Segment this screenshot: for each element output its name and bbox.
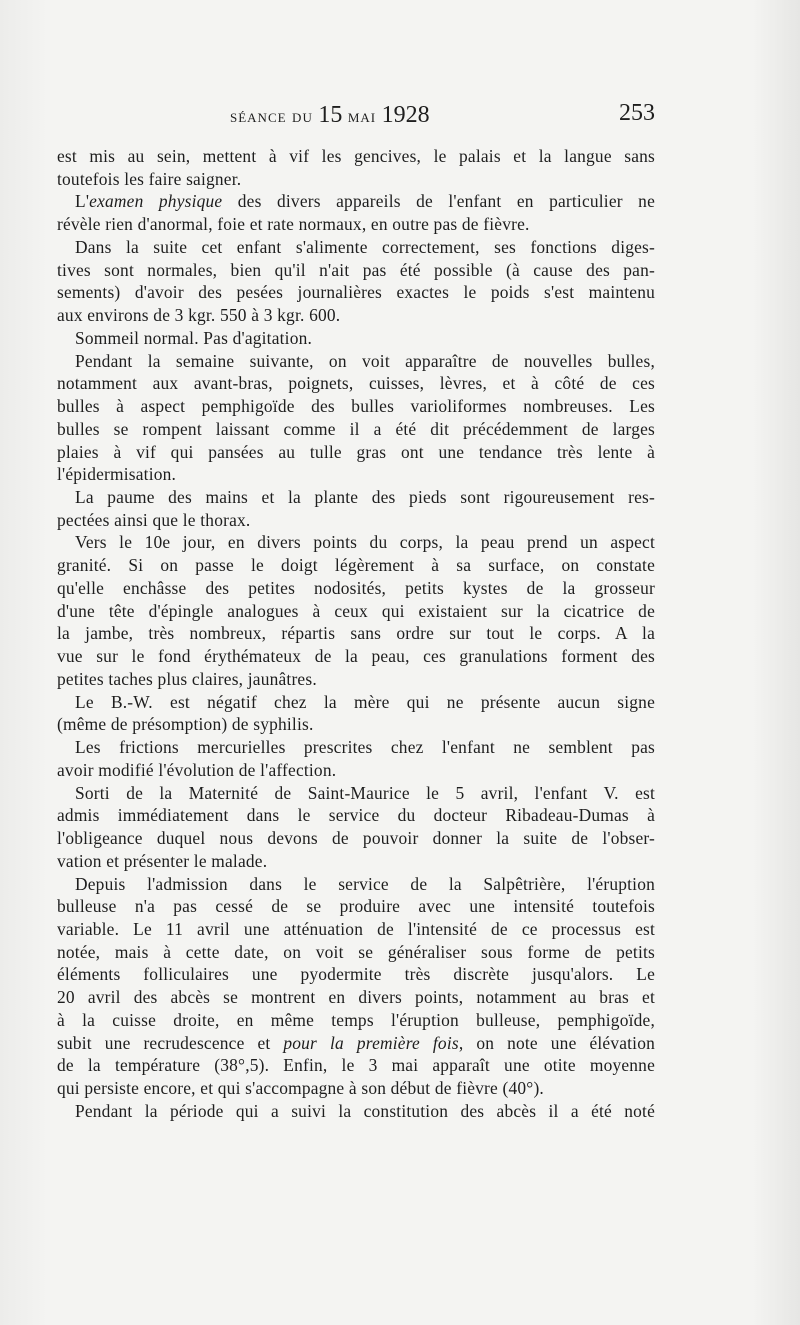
text-line: révèle rien d'anormal, foie et rate normaux, en outre pas de fièvre. <box>57 214 530 235</box>
text-line <box>57 1032 655 1055</box>
text-line: (même de présomption) de syphilis. <box>57 714 314 735</box>
running-title-day: 15 <box>318 102 343 128</box>
text-line: l'épidermisation. <box>57 464 177 485</box>
text-line: pectées ainsi que le thorax. <box>57 509 251 530</box>
text-line: 20 avril des abcès se montrent en divers points, notamment au bras et <box>57 987 655 1008</box>
text-line: petites taches plus claires, jaunâtres. <box>57 668 317 689</box>
text-line: qu'elle enchâsse des petites nodosités, petits kystes de la grosseur <box>57 577 655 598</box>
text-line: toutefois les faire saigner. <box>57 168 242 189</box>
text-line: avoir modifié l'évolution de l'affection. <box>57 759 337 780</box>
text-line: l'obligeance duquel nous devons de pouvoir donner la suite de l'obser- <box>57 828 655 849</box>
text-line: Dans la suite cet enfant s'alimente correctement, ses fonctions diges- <box>75 236 655 257</box>
italic-term: examen physique <box>89 191 223 212</box>
line-segment: des divers appareils de l'enfant en particulier ne <box>222 191 655 212</box>
text-line: granité. Si on passe le doigt légèrement à sa surface, on constate <box>57 555 655 576</box>
text-line: est mis au sein, mettent à vif les gencives, le palais et la langue sans <box>57 146 655 166</box>
running-title-prefix: séance du <box>230 106 319 126</box>
text-line: Sorti de la Maternité de Saint-Maurice le 5 avril, l'enfant V. est <box>75 782 655 803</box>
text-line: Pendant la période qui a suivi la constitution des abcès il a été noté <box>75 1100 655 1121</box>
text-line: d'une tête d'épingle analogues à ceux qui existaient sur la cicatrice de <box>57 600 655 621</box>
text-line: Pendant la semaine suivante, on voit apparaître de nouvelles bulles, <box>75 350 655 371</box>
text-line: Le B.-W. est négatif chez la mère qui ne présente aucun signe <box>75 691 655 712</box>
text-line: vue sur le fond érythémateux de la peau, ces granulations forment des <box>57 646 655 667</box>
text-line: Sommeil normal. Pas d'agitation. <box>75 327 313 348</box>
text-line: bulles se rompent laissant comme il a été dit précédemment de larges <box>57 418 655 439</box>
text-line: vation et présenter le malade. <box>57 850 268 871</box>
text-line <box>57 190 655 213</box>
running-title-year: 1928 <box>381 102 430 128</box>
text-line: de la température (38°,5). Enfin, le 3 mai apparaît une otite moyenne <box>57 1055 655 1076</box>
running-title-month: mai <box>342 106 382 126</box>
line-segment: , on note une élévation <box>458 1032 655 1053</box>
text-line: Depuis l'admission dans le service de la Salpêtrière, l'éruption <box>75 873 655 894</box>
text-line: admis immédiatement dans le service du docteur Ribadeau-Dumas à <box>57 805 655 826</box>
text-line: tives sont normales, bien qu'il n'ait pas été possible (à cause des pan- <box>57 259 655 280</box>
text-line: à la cuisse droite, en même temps l'éruption bulleuse, pemphigoïde, <box>57 1009 655 1030</box>
text-line: notée, mais à cette date, on voit se généraliser sous forme de petits <box>57 941 655 962</box>
page-number: 253 <box>619 100 655 126</box>
text-line: plaies à vif qui pansées au tulle gras ont une tendance très lente à <box>57 441 655 462</box>
line-segment: subit une recrudescence et <box>57 1032 284 1053</box>
text-line: aux environs de 3 kgr. 550 à 3 kgr. 600. <box>57 305 341 326</box>
running-title <box>230 102 430 129</box>
page-header <box>230 96 655 130</box>
text-line: bulles à aspect pemphigoïde des bulles varioliformes nombreuses. Les <box>57 396 655 417</box>
body-text <box>57 145 655 1123</box>
text-line: notamment aux avant-bras, poignets, cuisses, lèvres, et à côté de ces <box>57 373 655 394</box>
text-line: La paume des mains et la plante des pieds sont rigoureusement res- <box>75 487 655 508</box>
text-line: sements) d'avoir des pesées journalières exactes le poids s'est maintenu <box>57 282 655 303</box>
text-line: Les frictions mercurielles prescrites chez l'enfant ne semblent pas <box>75 737 655 758</box>
text-line: éléments folliculaires une pyodermite très discrète jusqu'alors. Le <box>57 964 655 985</box>
text-line: Vers le 10e jour, en divers points du corps, la peau prend un aspect <box>75 532 655 553</box>
text-line: la jambe, très nombreux, répartis sans ordre sur tout le corps. A la <box>57 623 655 644</box>
line-segment: L' <box>75 191 90 212</box>
text-line: bulleuse n'a pas cessé de se produire avec une intensité toutefois <box>57 896 655 917</box>
italic-phrase: pour la première fois <box>283 1032 459 1053</box>
text-line: variable. Le 11 avril une atténuation de l'intensité de ce processus est <box>57 918 655 939</box>
text-line: qui persiste encore, et qui s'accompagne à son début de fièvre (40°). <box>57 1078 544 1099</box>
